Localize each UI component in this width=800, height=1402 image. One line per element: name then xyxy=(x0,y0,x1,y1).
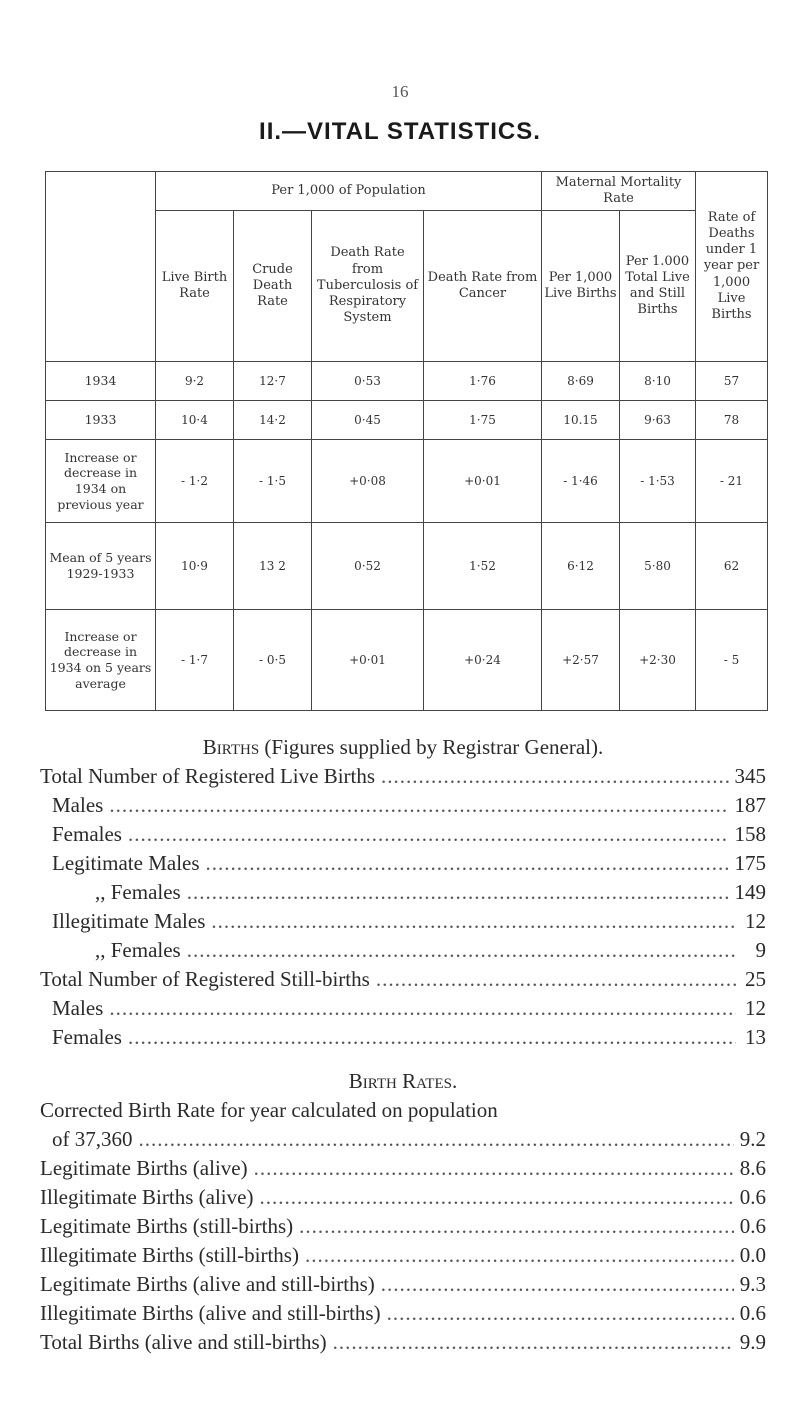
list-item xyxy=(40,1154,766,1183)
line-value: 0.6 xyxy=(739,1214,766,1238)
row-label: Mean of 5 years 1929-1933 xyxy=(46,523,156,610)
list-item xyxy=(40,791,766,820)
line-label: Illegitimate Males xyxy=(52,909,206,933)
table-cell: 13 2 xyxy=(234,523,312,610)
table-cell: 10.15 xyxy=(542,401,620,440)
table-cell: 1·76 xyxy=(424,362,542,401)
line-value: 12 xyxy=(745,996,766,1020)
line-value: 8.6 xyxy=(739,1156,766,1180)
line-label: Males xyxy=(52,793,104,817)
table-cell: - 1·53 xyxy=(620,440,696,523)
table-cell: 8·69 xyxy=(542,362,620,401)
line-value: 0.0 xyxy=(739,1243,766,1267)
table-cell: 0·52 xyxy=(312,523,424,610)
list-item xyxy=(40,907,766,936)
line-label: Legitimate Births (still-births) xyxy=(40,1214,294,1238)
table-cell: 14·2 xyxy=(234,401,312,440)
list-item xyxy=(40,1212,766,1241)
list-item xyxy=(40,878,766,907)
dot-leader xyxy=(128,820,729,849)
table-cell: 57 xyxy=(696,362,768,401)
dot-leader xyxy=(376,965,736,994)
line-value: 187 xyxy=(734,793,766,817)
dot-leader xyxy=(381,1270,734,1299)
table-cell: 78 xyxy=(696,401,768,440)
line-label: Illegitimate Births (still-births) xyxy=(40,1243,299,1267)
line-value: 9.9 xyxy=(739,1330,766,1354)
table-row xyxy=(46,362,768,401)
line-value: 158 xyxy=(734,822,766,846)
table-row xyxy=(46,401,768,440)
dot-leader xyxy=(187,878,729,907)
line-label: Total Births (alive and still-births) xyxy=(40,1330,327,1354)
table-cell: 5·80 xyxy=(620,523,696,610)
line-label: Legitimate Males xyxy=(52,851,200,875)
corrected-rate-line-1: Corrected Birth Rate for year calculated on population xyxy=(40,1098,498,1122)
table-cell: - 1·7 xyxy=(156,610,234,711)
header-tuberculosis-death-rate: Death Rate from Tuberculosis of Respiratory System xyxy=(312,211,424,362)
section-title: II.—VITAL STATISTICS. xyxy=(259,118,541,145)
dot-leader xyxy=(259,1183,733,1212)
line-label: Illegitimate Births (alive and still-births) xyxy=(40,1301,381,1325)
list-item xyxy=(40,1023,766,1052)
table-cell: 8·10 xyxy=(620,362,696,401)
line-label: Females xyxy=(52,822,122,846)
table-cell: 0·45 xyxy=(312,401,424,440)
table-cell: - 1·46 xyxy=(542,440,620,523)
table-cell: 1·52 xyxy=(424,523,542,610)
dot-leader xyxy=(305,1241,734,1270)
table-cell: +2·30 xyxy=(620,610,696,711)
line-label: of 37,360 xyxy=(52,1127,133,1151)
table-row xyxy=(46,440,768,523)
births-heading-caps: Births xyxy=(202,735,260,759)
births-section xyxy=(40,732,766,1357)
line-label: Total Number of Registered Live Births xyxy=(40,764,376,788)
table-cell: 1·75 xyxy=(424,401,542,440)
table-cell: - 1·5 xyxy=(234,440,312,523)
table-cell: - 1·2 xyxy=(156,440,234,523)
line-value: 9 xyxy=(755,938,766,962)
line-value: 9.2 xyxy=(739,1127,766,1151)
row-label: 1934 xyxy=(46,362,156,401)
dot-leader xyxy=(139,1125,734,1154)
line-value: 9.3 xyxy=(739,1272,766,1296)
table-cell: 10·4 xyxy=(156,401,234,440)
table-row xyxy=(46,610,768,711)
list-item xyxy=(40,1328,766,1357)
dot-leader xyxy=(333,1328,734,1357)
header-cancer-death-rate: Death Rate from Cancer xyxy=(424,211,542,362)
dot-leader xyxy=(187,936,736,965)
table-cell: +0·24 xyxy=(424,610,542,711)
table-cell: 12·7 xyxy=(234,362,312,401)
line-value: 12 xyxy=(745,909,766,933)
line-label: Legitimate Births (alive and still-births) xyxy=(40,1272,375,1296)
line-label: Females xyxy=(52,1025,122,1049)
header-maternal-mortality: Maternal Mortality Rate xyxy=(542,172,696,211)
line-label: ,, Females xyxy=(95,880,181,904)
table-cell: 10·9 xyxy=(156,523,234,610)
dot-leader xyxy=(211,907,736,936)
list-item xyxy=(40,849,766,878)
line-value: 25 xyxy=(745,967,766,991)
table-cell: 6·12 xyxy=(542,523,620,610)
birth-rates-heading-text: Birth Rates. xyxy=(348,1069,458,1093)
dot-leader xyxy=(299,1212,734,1241)
list-item xyxy=(40,762,766,791)
page-number: 16 xyxy=(391,82,409,101)
line-label: Total Number of Registered Still-births xyxy=(40,967,370,991)
header-live-birth-rate: Live Birth Rate xyxy=(156,211,234,362)
list-item xyxy=(40,1241,766,1270)
list-item xyxy=(40,1183,766,1212)
dot-leader xyxy=(254,1154,734,1183)
line-label: Legitimate Births (alive) xyxy=(40,1156,248,1180)
dot-leader xyxy=(387,1299,734,1328)
table-cell: +0·01 xyxy=(424,440,542,523)
table-cell: - 21 xyxy=(696,440,768,523)
line-value: 0.6 xyxy=(739,1185,766,1209)
list-item xyxy=(40,994,766,1023)
header-infant-death-rate: Rate of Deaths under 1 year per 1,000 Live Births xyxy=(696,172,768,362)
header-maternal-per-total-births: Per 1.000 Total Live and Still Births xyxy=(620,211,696,362)
header-maternal-per-live-births: Per 1,000 Live Births xyxy=(542,211,620,362)
table-cell: 62 xyxy=(696,523,768,610)
list-item xyxy=(40,965,766,994)
table-cell: - 5 xyxy=(696,610,768,711)
table-cell: 9·2 xyxy=(156,362,234,401)
empty-corner-cell xyxy=(46,172,156,362)
line-label: ,, Females xyxy=(95,938,181,962)
row-label: Increase or decrease in 1934 on previous year xyxy=(46,440,156,523)
line-value: 175 xyxy=(734,851,766,875)
dot-leader xyxy=(206,849,729,878)
header-per-population: Per 1,000 of Population xyxy=(156,172,542,211)
table-cell: 0·53 xyxy=(312,362,424,401)
table-cell: 9·63 xyxy=(620,401,696,440)
table-row xyxy=(46,523,768,610)
line-value: 345 xyxy=(734,764,766,788)
list-item xyxy=(40,1299,766,1328)
line-label: Illegitimate Births (alive) xyxy=(40,1185,254,1209)
section-spacer xyxy=(40,1052,766,1066)
birth-rates-heading xyxy=(40,1066,766,1096)
line-label: Males xyxy=(52,996,104,1020)
table-cell: - 0·5 xyxy=(234,610,312,711)
list-item xyxy=(40,1125,766,1154)
line-value: 149 xyxy=(734,880,766,904)
dot-leader xyxy=(109,994,736,1023)
list-item xyxy=(40,1270,766,1299)
line-value: 0.6 xyxy=(739,1301,766,1325)
header-crude-death-rate: Crude Death Rate xyxy=(234,211,312,362)
line-value: 13 xyxy=(745,1025,766,1049)
list-item xyxy=(40,820,766,849)
table-cell: +0·08 xyxy=(312,440,424,523)
list-item xyxy=(40,936,766,965)
births-heading xyxy=(40,732,766,762)
table-cell: +2·57 xyxy=(542,610,620,711)
births-heading-rest: (Figures supplied by Registrar General). xyxy=(259,735,604,759)
table-header-row xyxy=(46,172,768,211)
row-label: 1933 xyxy=(46,401,156,440)
dot-leader xyxy=(109,791,728,820)
row-label: Increase or decrease in 1934 on 5 years average xyxy=(46,610,156,711)
dot-leader xyxy=(128,1023,736,1052)
table-cell: +0·01 xyxy=(312,610,424,711)
dot-leader xyxy=(381,762,728,791)
vital-statistics-table xyxy=(45,171,768,711)
